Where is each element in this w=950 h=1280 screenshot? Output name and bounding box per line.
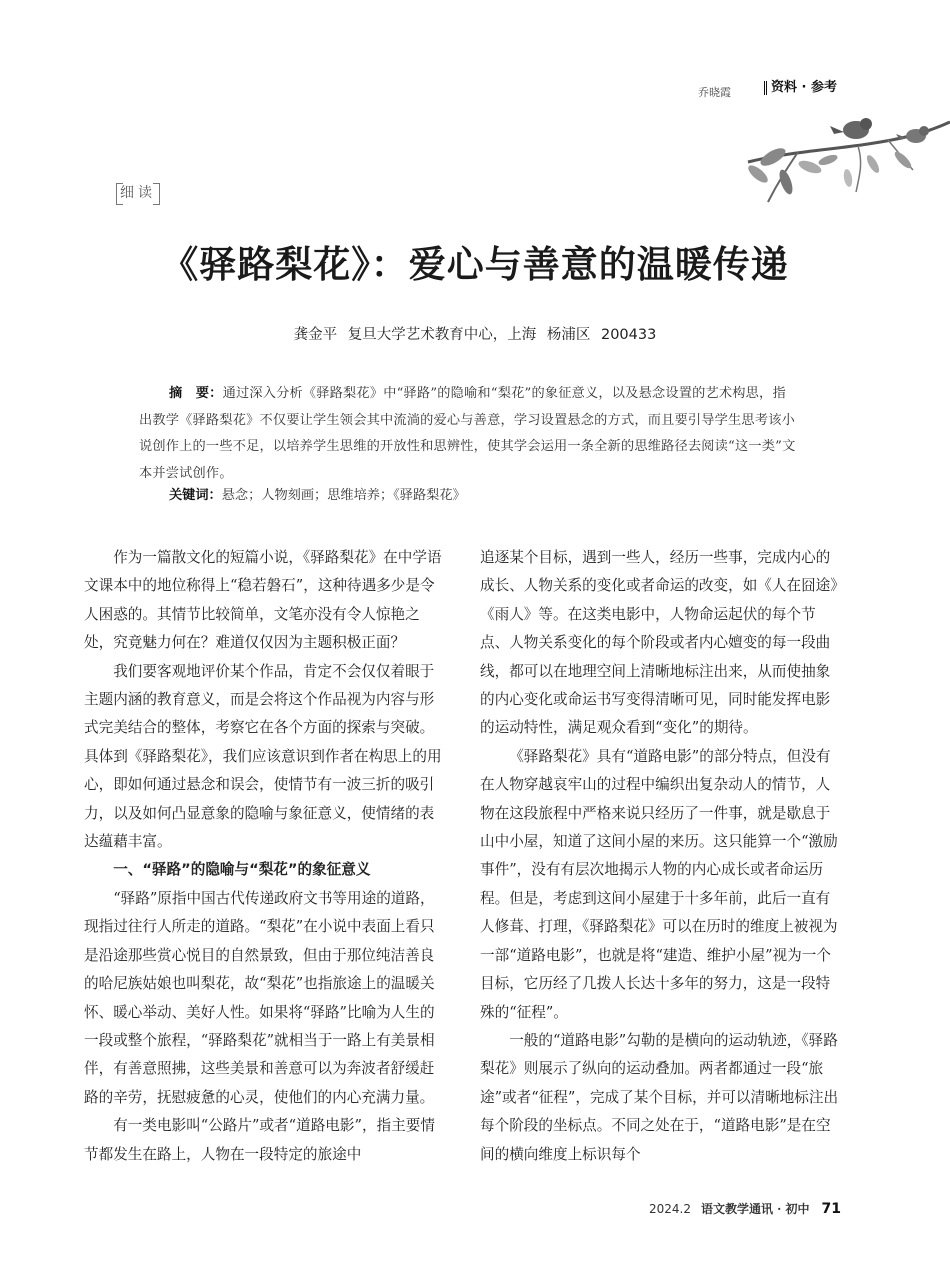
- left-column: [84, 544, 448, 1169]
- paragraph: 有一类电影叫“公路片”或者“道路电影”，指主要情节都发生在路上，人物在一段特定的旅途中: [84, 1117, 435, 1163]
- page-footer: [649, 1200, 841, 1217]
- keywords-label: 关键词：: [169, 488, 222, 503]
- article-title: 《驿路梨花》：爱心与善意的温暖传递: [161, 242, 789, 286]
- issue-date: 2024.2: [649, 1202, 691, 1216]
- paragraph: 我们要客观地评价某个作品，肯定不会仅仅着眼于主题内涵的教育意义，而是会将这个作品视为内容与形式完美结合的整体，考察它在各个方面的探索与突破。具体到《驿路梨花》，我们应该意识到作者在构思上的用心，即如何通过悬念和误会，使情节有一波三折的吸引力，以及如何凸显意象的隐喻与象征意义，使情绪的表达蕴藉丰富。: [84, 662, 442, 851]
- abstract: [139, 381, 799, 487]
- right-column: [480, 544, 844, 1169]
- paragraph: 一般的“道路电影”勾勒的是横向的运动轨迹，《驿路梨花》则展示了纵向的运动叠加。两者都通过一段“旅途”或者“征程”，完成了某个目标，并可以清晰地标注出每个阶段的坐标点。不同之处在于，“道路电影”是在空间的横向维度上标识每个: [480, 1031, 839, 1163]
- keywords: [169, 484, 466, 503]
- abstract-text: 通过深入分析《驿路梨花》中“驿路”的隐喻和“梨花”的象征意义，以及悬念设置的艺术构思，指出教学《驿路梨花》不仅要让学生领会其中流淌的爱心与善意，学习设置悬念的方式，而且要引导学生思考该小说创作上的一些不足，以培养学生思维的开放性和思辨性，使其学会运用一条全新的思维路径去阅读“这一类”文本并尝试创作。: [139, 386, 796, 481]
- paragraph: 《驿路梨花》具有“道路电影”的部分特点，但没有在人物穿越哀牢山的过程中编织出复杂动人的情节，人物在这段旅程中严格来说只经历了一件事，就是歇息于山中小屋，知道了这间小屋的来历。这只能算一个“激励事件”，没有有层次地揭示人物的内心成长或者命运历程。但是，考虑到这间小屋建于十多年前，此后一直有人修葺、打理，《驿路梨花》可以在历时的维度上被视为一部“道路电影”，也就是将“建造、维护小屋”视为一个目标，它历经了几拨人长达十多年的努力，这是一段特殊的“征程”。: [480, 747, 838, 1021]
- section-heading: 一、“驿路”的隐喻与“梨花”的象征意义: [113, 861, 371, 879]
- keywords-text: 悬念；人物刻画；思维培养；《驿路梨花》: [221, 488, 466, 503]
- bird-branch-illustration: [738, 112, 950, 204]
- paragraph: “驿路”原指中国古代传递政府文书等用途的道路，现指过往行人所走的道路。“梨花”在小说中表面上看只是沿途那些赏心悦目的自然景致，但由于那位纯洁善良的哈尼族姑娘也叫梨花，故“梨花”也指旅途上的温暖关怀、暖心举动、美好人性。如果将“驿路”比喻为人生的一段或整个旅程，“驿路梨花”就相当于一路上有美景相伴，有善意照拂，这些美景和善意可以为奔波者舒缓赶路的辛劳，抚慰疲惫的心灵，使他们的内心充满力量。: [84, 889, 435, 1106]
- section-label: 资料 · 参考: [764, 81, 837, 95]
- paragraph: 追逐某个目标，遇到一些人，经历一些事，完成内心的成长、人物关系的变化或者命运的改变，如《人在囧途》《雨人》等。在这类电影中，人物命运起伏的每个节点、人物关系变化的每个阶段或者内心嬗变的每一段曲线，都可以在地理空间上清晰地标注出来，从而使抽象的内心变化或命运书写变得清晰可见，同时能发挥电影的运动特性，满足观众看到“变化”的期待。: [480, 549, 838, 737]
- page-number: 71: [821, 1201, 842, 1217]
- journal-name: 语文教学通讯 · 初中: [701, 1202, 810, 1216]
- article-type-tag: 细读: [116, 183, 160, 203]
- author-line: 龚金平 复旦大学艺术教育中心，上海 杨浦区 200433: [293, 327, 657, 343]
- paragraph: 作为一篇散文化的短篇小说，《驿路梨花》在中学语文课本中的地位称得上“稳若磐石”，这种待遇多少是令人困惑的。其情节比较简单，文笔亦没有令人惊艳之处，究竟魅力何在？难道仅仅因为主题积极正面？: [84, 549, 442, 652]
- editor-name: 乔晓霞: [698, 86, 731, 99]
- abstract-label: 摘 要：: [169, 386, 223, 401]
